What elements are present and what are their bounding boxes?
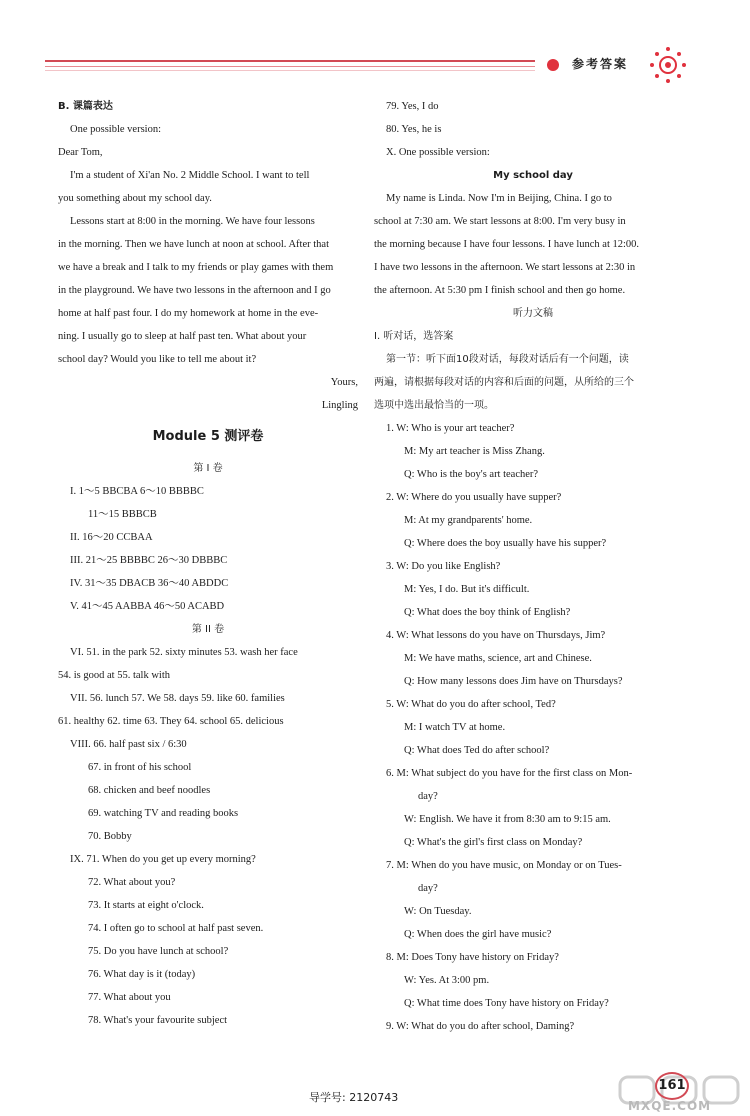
text-line: M: I watch TV at home.: [404, 722, 506, 733]
text-line: IV. 31～35 DBACB 36～40 ABDDC: [70, 578, 229, 589]
text-line: 7. M: When do you have music, on Monday or on Tues-: [386, 860, 622, 871]
text-line: Lessons start at 8:00 in the morning. We have four lessons: [70, 216, 315, 227]
text-line: you something about my school day.: [58, 193, 212, 204]
text-line: One possible version:: [70, 124, 161, 135]
text-line: Module 5 测评卷: [152, 429, 264, 444]
text-line: I'm a student of Xi'an No. 2 Middle School. I want to tell: [70, 170, 310, 181]
right-column: [374, 95, 692, 1038]
text-line: 79. Yes, I do: [386, 101, 439, 112]
text-line: W: Yes. At 3:00 pm.: [404, 975, 490, 986]
text-line: Yours,: [330, 377, 358, 388]
header-rule: [45, 60, 535, 62]
text-line: 77. What about you: [88, 992, 171, 1003]
text-line: 6. M: What subject do you have for the first class on Mon-: [386, 768, 633, 779]
text-line: 11～15 BBBCB: [88, 509, 157, 520]
text-line: VIII. 66. half past six / 6:30: [70, 739, 187, 750]
text-line: the afternoon. At 5:30 pm I finish school and then go home.: [374, 285, 626, 296]
text-line: 5. W: What do you do after school, Ted?: [386, 699, 556, 710]
text-line: in the playground. We have two lessons in the afternoon and I go: [58, 285, 331, 296]
text-line: IX. 71. When do you get up every morning?: [70, 854, 256, 865]
text-line: Q: What's the girl's first class on Monday?: [404, 837, 583, 848]
text-line: W: On Tuesday.: [404, 906, 472, 917]
text-line: 78. What's your favourite subject: [88, 1015, 228, 1026]
text-line: Q: What does the boy think of English?: [404, 607, 571, 618]
text-line: X. One possible version:: [386, 147, 490, 158]
text-line: 两遍，请根据每段对话的内容和后面的问题，从所给的三个: [374, 377, 634, 388]
text-line: My name is Linda. Now I'm in Beijing, China. I go to: [386, 193, 612, 204]
text-line: III. 21～25 BBBBC 26～30 DBBBC: [70, 555, 228, 566]
text-line: Q: How many lessons does Jim have on Thursdays?: [404, 676, 623, 687]
text-line: 54. is good at 55. talk with: [58, 670, 170, 681]
text-line: the morning because I have four lessons. I have lunch at 12:00.: [374, 239, 640, 250]
text-line: 8. M: Does Tony have history on Friday?: [386, 952, 559, 963]
header-dot-icon: [547, 59, 559, 71]
text-line: 74. I often go to school at half past seven.: [88, 923, 264, 934]
header-label: 参考答案: [572, 57, 629, 71]
text-line: 73. It starts at eight o'clock.: [88, 900, 204, 911]
flower-logo-icon: [648, 45, 688, 85]
text-line: VI. 51. in the park 52. sixty minutes 53. wash her face: [70, 647, 298, 658]
text-line: I have two lessons in the afternoon. We start lessons at 2:30 in: [374, 262, 636, 273]
text-line: 1. W: Who is your art teacher?: [386, 423, 515, 434]
text-line: Q: What time does Tony have history on Friday?: [404, 998, 609, 1009]
text-line: day?: [418, 791, 438, 802]
text-line: 72. What about you?: [88, 877, 176, 888]
text-line: M: We have maths, science, art and Chinese.: [404, 653, 592, 664]
page-number: 161: [655, 1072, 689, 1100]
text-line: 68. chicken and beef noodles: [88, 785, 211, 796]
text-line: we have a break and I talk to my friends or play games with them: [58, 262, 334, 273]
text-line: Dear Tom,: [58, 147, 103, 158]
text-line: M: At my grandparents' home.: [404, 515, 533, 526]
text-line: 3. W: Do you like English?: [386, 561, 501, 572]
text-line: II. 16～20 CCBAA: [70, 532, 153, 543]
text-line: 第 I 卷: [193, 463, 223, 474]
text-line: 4. W: What lessons do you have on Thursdays, Jim?: [386, 630, 606, 641]
text-line: Lingling: [321, 400, 358, 411]
text-line: 69. watching TV and reading books: [88, 808, 239, 819]
text-line: V. 41～45 AABBA 46～50 ACABD: [70, 601, 225, 612]
text-line: M: My art teacher is Miss Zhang.: [404, 446, 545, 457]
text-line: Q: Where does the boy usually have his supper?: [404, 538, 607, 549]
text-line: school day? Would you like to tell me about it?: [58, 354, 257, 365]
text-line: in the morning. Then we have lunch at noon at school. After that: [58, 239, 329, 250]
text-line: I. 1～5 BBCBA 6～10 BBBBC: [70, 486, 204, 497]
text-line: VII. 56. lunch 57. We 58. days 59. like 60. families: [70, 693, 285, 704]
header-rule-thin: [45, 66, 535, 67]
watermark-url: MXQE.COM: [628, 1099, 712, 1113]
text-line: 70. Bobby: [88, 831, 132, 842]
text-line: W: English. We have it from 8:30 am to 9:15 am.: [404, 814, 611, 825]
text-line: ning. I usually go to sleep at half past ten. What about your: [58, 331, 307, 342]
text-line: I. 听对话，选答案: [374, 331, 454, 342]
guide-number: 导学号: 2120743: [309, 1091, 399, 1104]
text-line: My school day: [493, 170, 573, 181]
text-line: 80. Yes, he is: [386, 124, 442, 135]
text-line: 第 II 卷: [191, 624, 225, 635]
text-line: 听力文稿: [513, 308, 553, 319]
text-line: 76. What day is it (today): [88, 969, 196, 980]
text-line: 选项中选出最恰当的一项。: [374, 400, 494, 411]
text-line: M: Yes, I do. But it's difficult.: [404, 584, 530, 595]
text-line: Q: What does Ted do after school?: [404, 745, 550, 756]
text-line: 67. in front of his school: [88, 762, 192, 773]
text-line: day?: [418, 883, 438, 894]
text-line: 61. healthy 62. time 63. They 64. school 65. delicious: [58, 716, 284, 727]
text-line: 75. Do you have lunch at school?: [88, 946, 229, 957]
text-line: 9. W: What do you do after school, Daming?: [386, 1021, 575, 1032]
text-line: school at 7:30 am. We start lessons at 8:00. I'm very busy in: [374, 216, 626, 227]
text-line: home at half past four. I do my homework at home in the eve-: [58, 308, 319, 319]
left-column: [58, 95, 358, 1032]
text-line: B. 课篇表达: [58, 101, 113, 112]
text-line: 2. W: Where do you usually have supper?: [386, 492, 562, 503]
header-rule-faint: [45, 70, 535, 71]
text-line: Q: Who is the boy's art teacher?: [404, 469, 539, 480]
text-line: 第一节：听下面10段对话，每段对话后有一个问题，读: [386, 354, 629, 365]
text-line: Q: When does the girl have music?: [404, 929, 552, 940]
